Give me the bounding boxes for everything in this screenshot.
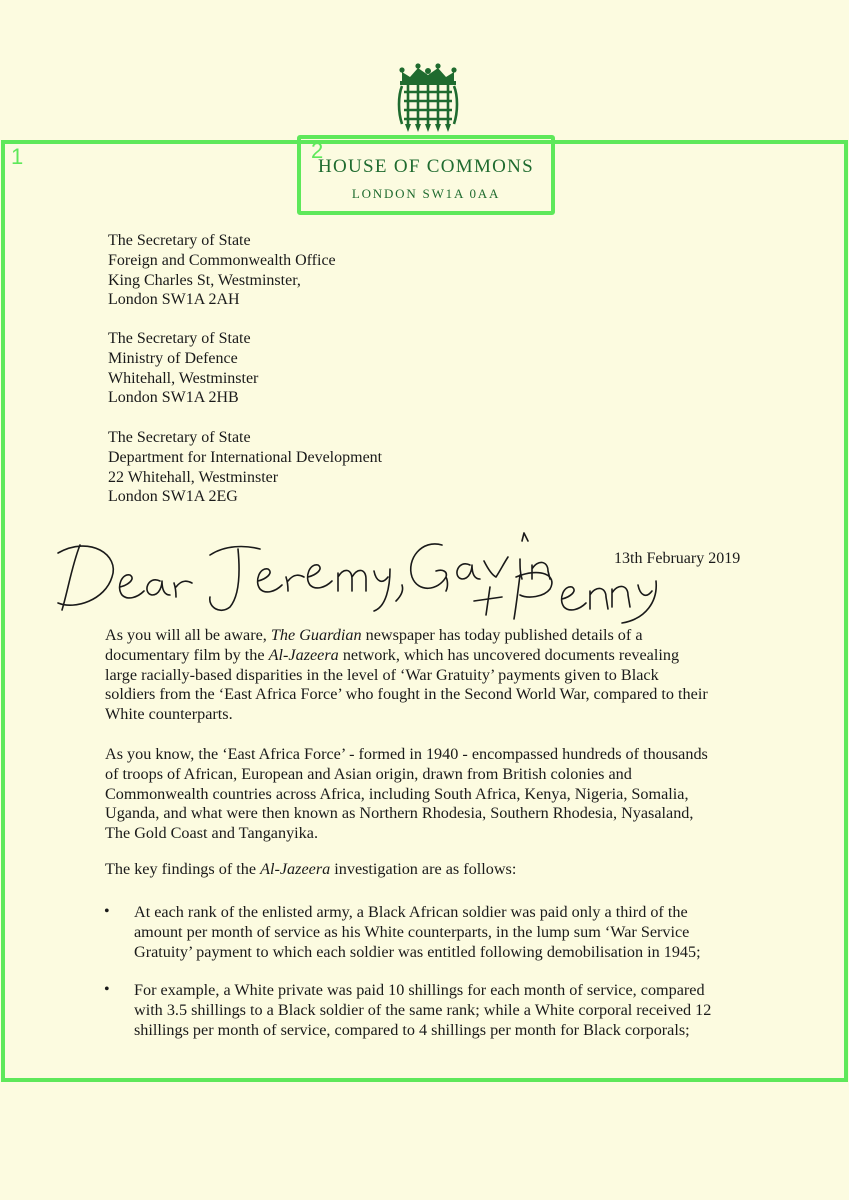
text-line: The Gold Coast and Tanganyika. <box>105 824 319 843</box>
letterhead-address: LONDON SW1A 0AA <box>351 186 501 201</box>
address-line: Ministry of Defence <box>108 349 238 367</box>
text-line: soldiers from the ‘East Africa Force’ who fought in the Second World War, compared to their <box>105 685 708 704</box>
paragraph-2 <box>105 745 765 844</box>
address-line: Department for International Development <box>108 448 383 466</box>
paragraph-3 <box>105 860 765 880</box>
address-line: King Charles St, Westminster, <box>108 271 301 289</box>
text: The key findings of the <box>105 860 261 878</box>
text: network, which has uncovered documents revealing <box>338 645 680 664</box>
address-line: 22 Whitehall, Westminster <box>108 468 279 486</box>
letter-date: 13th February 2019 <box>614 550 741 567</box>
paragraph-1 <box>105 626 765 725</box>
address-line: The Secretary of State <box>108 330 251 347</box>
network-name: Al-Jazeera <box>268 645 339 664</box>
text-line: of troops of African, European and Asian origin, drawn from British colonies and <box>105 764 632 783</box>
address-line: The Secretary of State <box>108 232 251 249</box>
text-line: Uganda, and what were then known as Northern Rhodesia, Southern Rhodesia, Nyasaland, <box>105 804 694 823</box>
text-line: large racially-based disparities in the level of ‘War Gratuity’ payments given to Black <box>105 665 659 684</box>
text: newspaper has today published details of a <box>361 626 643 644</box>
text: documentary film by the <box>105 645 269 664</box>
bullet-icon: • <box>104 903 110 920</box>
text-line: As you know, the ‘East Africa Force’ - formed in 1940 - encompassed hundreds of thousands <box>105 745 708 763</box>
portcullis-icon <box>396 62 460 134</box>
text-line: Commonwealth countries across Africa, including South Africa, Kenya, Nigeria, Somalia, <box>105 784 689 803</box>
address-line: London SW1A 2AH <box>108 291 240 309</box>
handwritten-salutation <box>50 515 670 625</box>
text-line: For example, a White private was paid 10 shillings for each month of service, compared <box>134 981 705 999</box>
address-line: Foreign and Commonwealth Office <box>108 251 336 269</box>
text-line: Gratuity’ payment to which each soldier was entitled following demobilisation in 1945; <box>134 942 701 961</box>
address-line: London SW1A 2HB <box>108 389 239 407</box>
address-line: Whitehall, Westminster <box>108 369 259 387</box>
network-name: Al-Jazeera <box>260 860 331 878</box>
text-line: amount per month of service as his White counterparts, in the lump sum ‘War Service <box>134 922 690 941</box>
recipient-address-1 <box>108 231 336 310</box>
text-line: At each rank of the enlisted army, a Black African soldier was paid only a third of the <box>134 903 688 921</box>
bullet-item-2 <box>134 981 711 1040</box>
recipient-address-3 <box>108 428 382 507</box>
overlay-label-2: 2 <box>311 138 324 163</box>
overlay-label-1: 1 <box>11 144 24 169</box>
text: investigation are as follows: <box>330 860 517 878</box>
text-line: with 3.5 shillings to a Black soldier of the same rank; while a White corporal received 12 <box>134 1000 712 1019</box>
bullet-item-1 <box>134 903 701 962</box>
address-line: London SW1A 2EG <box>108 488 238 506</box>
newspaper-name: The Guardian <box>270 626 362 644</box>
letterhead-name: HOUSE OF COMMONS <box>317 156 535 177</box>
text: As you will all be aware, <box>105 626 271 644</box>
text-line: shillings per month of service, compared to 4 shillings per month for Black corporals; <box>134 1020 690 1039</box>
text-line: White counterparts. <box>105 705 233 724</box>
bullet-icon: • <box>104 981 110 998</box>
address-line: The Secretary of State <box>108 429 251 446</box>
recipient-address-2 <box>108 329 258 408</box>
